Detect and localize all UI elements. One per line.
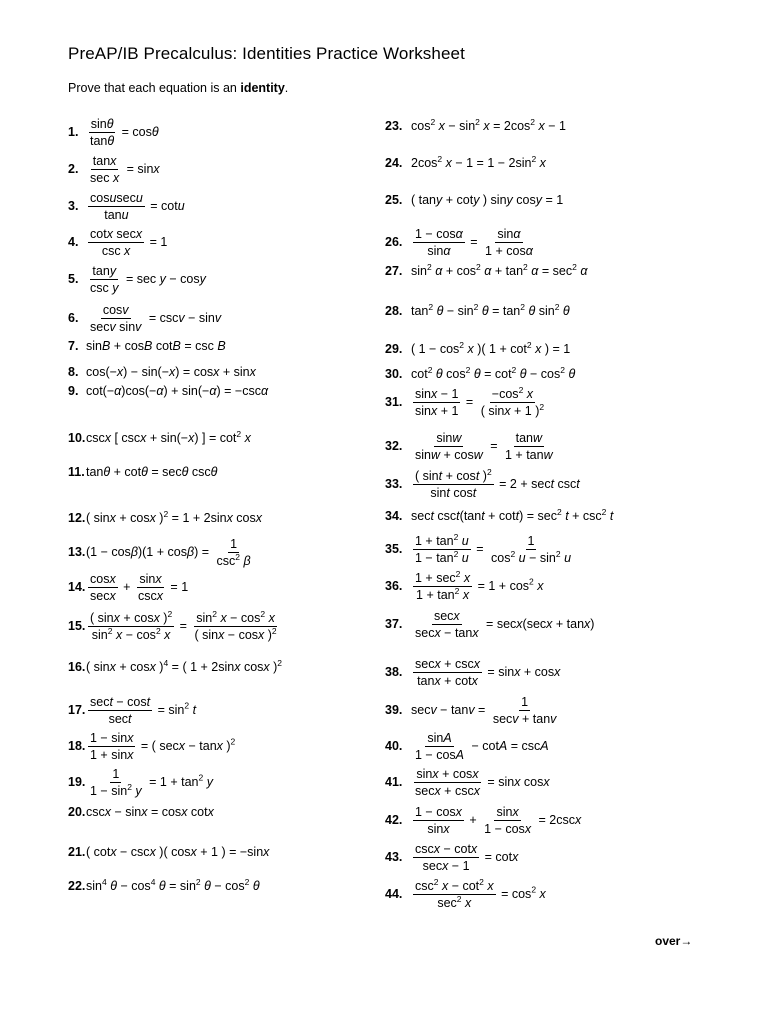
problem-20: 20. cscx − sinx = cosx cotx [68, 805, 214, 819]
problem-25: 25. ( tany + coty ) siny cosy = 1 [385, 193, 564, 207]
problem-27: 27. $\sin^2 \alpha + \cos^2 \alpha + \tan^2 \alpha = \sec^2 \alpha$ [385, 261, 588, 278]
problem-11: 11. tanθ + cotθ = secθ cscθ [68, 465, 218, 479]
problem-17: 17. sect − cost sect = $\sin^2 t$ [68, 695, 197, 726]
problem-7: 7. sinB + cosB cotB = csc B [68, 339, 226, 353]
problem-6: 6. cosv secv sinv = cscv − sinv [68, 303, 222, 334]
problem-28: 28. $\tan^2 \theta - \sin^2 \theta = \tan^2 \theta$ $\sin^2 \theta$ [385, 301, 570, 318]
problem-30: 30. $\cot^2 \theta$ $\cos^2 \theta = \cot^2 \theta - \cos^2 \theta$ [385, 364, 576, 381]
problem-35: 35. $\frac{1 + \tan^2 u}{1 - \tan^2 u}$ = $\frac{1}{\cos^2 u - \sin^2 u}$ [385, 531, 572, 565]
problem-15: 15. $\frac{( \sin x + \cos x )^2}{\sin^2 x - \cos^2 x}$ = $\frac{\sin^2 x - \cos^2 x}{( \sin x - \cos x )^2}$ [68, 608, 277, 642]
problem-1: 1. $\frac{\sin\theta}{\tan\theta}$ = cosθ [68, 117, 159, 148]
problem-12: 12. ( sinx + cosx )$^2$ = 1 + 2sinx cosx [68, 508, 263, 525]
problem-4: 4. cotx secx csc x = 1 [68, 227, 168, 258]
problem-38: 38. secx + cscx tanx + cotx = sinx + cosx [385, 657, 561, 688]
problem-19: 19. $\frac{1}{1 - \sin^2 y}$ = $1 + \tan^2 y$ [68, 767, 213, 798]
problem-5: 5. tany csc y = sec y − cosy [68, 264, 206, 295]
problem-42: 42. $\frac{1 - \cos x}{\sin x}$ + $\frac{\sin x}{1 - \cos x}$ = 2cscx [385, 805, 582, 836]
page-title: PreAP/IB Precalculus: Identities Practice Worksheet [68, 44, 465, 63]
problem-10: 10. cscx [ cscx + sin(−x) ] = $\cot^2 x$ [68, 428, 251, 445]
instructions: Prove that each equation is an identity. [68, 81, 289, 95]
problem-3: 3. cosusecu tanu = cotu [68, 191, 185, 222]
problem-39: 39. secv − tanv = 1 secv + tanv [385, 695, 557, 726]
problem-16: 16. ( sinx + cosx )$^4$ = ( 1 + 2sinx cosx )$^2$ [68, 657, 283, 674]
problem-32: 32. $\frac{\sin w}{\sin w + \cos w}$ = $\frac{\tan w}{1 + \tan w}$ [385, 431, 553, 462]
problem-24: 24. $2\cos^2$ $x - 1 = 1 - 2\sin^2$ x [385, 153, 546, 170]
problem-13: 13. (1 − cosβ)(1 + cosβ) = 1 $\csc^2 \beta$ [68, 537, 251, 568]
problem-34: 34. sect $\csc t(\tan t + \cot t) = \sec^2 t + \csc^2 t$ [385, 506, 614, 523]
problem-43: 43. cscx − cotx secx − 1 = cotx [385, 842, 519, 873]
problem-14: 14. cosx secx + sinx cscx = 1 [68, 572, 189, 603]
problem-21: 21. ( cotx − cscx )( cosx + 1 ) = −sinx [68, 845, 270, 859]
problem-33: 33. $\frac{( \sin t + \cos t )^2}{\text{sint cost}}$ = 2 + sect csct [385, 466, 580, 500]
problem-18: 18. $\frac{1 - \sin x}{1 + \sin x}$ = ( secx − tanx )$^2$ [68, 731, 236, 762]
problem-40: 40. $\frac{\sin A}{1 - \cos A}$ − cotA = cscA [385, 731, 549, 762]
problem-37: 37. secx secx − tanx = secx(secx + tanx) [385, 609, 595, 640]
problem-26: 26. $\frac{1 - \cos\alpha}{\sin\alpha}$ = $\frac{\sin\alpha}{1 + \cos\alpha}$ [385, 227, 533, 258]
problem-9: 9. cot(−α)cos(−α) + sin(−α) = −cscα [68, 384, 269, 398]
problem-41: 41. sinx + cosx secx + cscx = sinx cosx [385, 767, 550, 798]
problem-31: 31. $\frac{\sin x - 1}{\sin x + 1}$ = $\frac{-\cos^2 x}{( \sin x + 1 )^2}$ [385, 384, 545, 418]
problem-22: 22. $\sin^4 \theta - \cos^4 \theta = \sin^2 \theta - \cos^2 \theta$ [68, 876, 260, 893]
problem-23: 23. $\cos^2 x - \sin^2 x = 2\cos^2$ x − 1 [385, 116, 566, 133]
problem-2: 2. tanx sec x = sinx [68, 154, 160, 185]
problem-8: 8. cos(−x) − sin(−x) = cosx + sinx [68, 365, 256, 379]
problem-36: 36. $1 + \sec^2 x$ $1 + \tan^2 x$ = $1 + \cos^2 x$ [385, 568, 544, 602]
over-arrow-label: over→ [655, 934, 693, 948]
problem-44: 44. $\csc^2 x - \cot^2 x$ $\sec^2 x$ = $\cos^2 x$ [385, 876, 546, 910]
problem-29: 29. ( $1 - \cos^2 x$ )( $1 + \cot^2 x$ ) = 1 [385, 339, 571, 356]
